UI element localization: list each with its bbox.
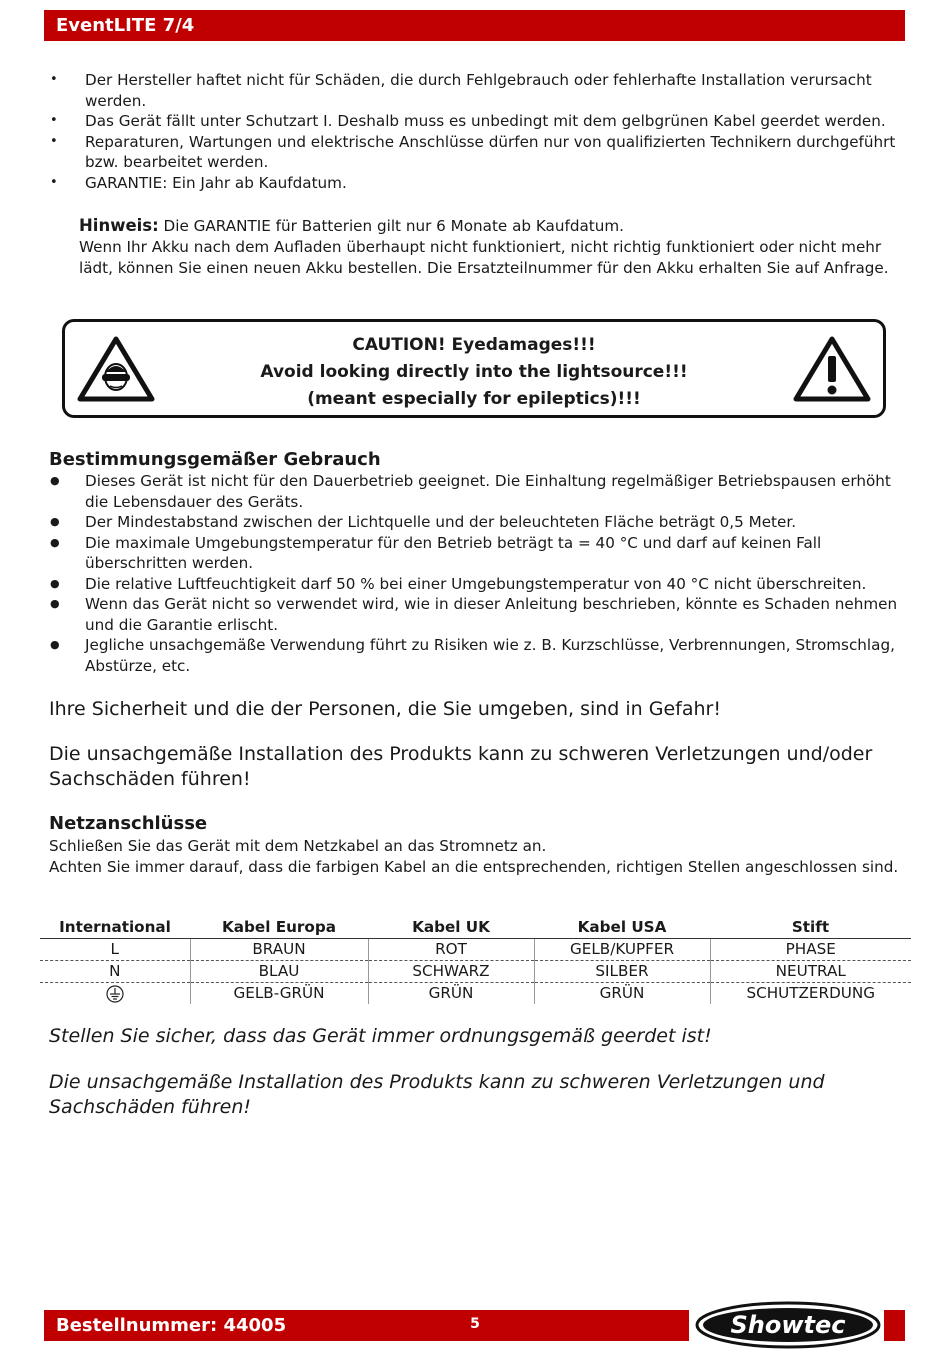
logo-text: Showtec (730, 1311, 846, 1339)
table-cell: ROT (368, 939, 534, 961)
table-cell: GELB-GRÜN (190, 983, 368, 1005)
hinweis-text: Die GARANTIE für Batterien gilt nur 6 Monate ab Kaufdatum. (158, 217, 624, 235)
table-cell: SILBER (534, 961, 710, 983)
cable-table (40, 917, 911, 1004)
table-header-cell: Kabel USA (534, 917, 710, 939)
usage-bullet-list (48, 471, 918, 676)
table-row (40, 983, 911, 1005)
safety-bullet-list (48, 70, 908, 193)
table-cell: BRAUN (190, 939, 368, 961)
akku-paragraph: Wenn Ihr Akku nach dem Aufladen überhaupt nicht funktioniert, nicht richtig funktioniert oder nicht mehr lädt, können Sie einen neuen Akku bestellen. Die Ersatzteilnummer für den Akku erhalten Sie auf Anfrage. (79, 238, 889, 277)
hinweis-label: Hinweis: (79, 216, 159, 235)
grounding-note: Stellen Sie sicher, dass das Gerät immer ordnungsgemäß geerdet ist! (49, 1025, 712, 1047)
list-item: • GARANTIE: Ein Jahr ab Kaufdatum. (48, 173, 908, 194)
table-header-cell: Stift (710, 917, 911, 939)
table-cell: N (40, 961, 190, 983)
safety-warning-1: Ihre Sicherheit und die der Personen, die Sie umgeben, sind in Gefahr! (49, 698, 721, 720)
table-cell: PHASE (710, 939, 911, 961)
table-cell: GRÜN (534, 983, 710, 1005)
netz-text-2: Achten Sie immer darauf, dass die farbigen Kabel an die entsprechenden, richtigen Stellen angeschlossen sind. (49, 857, 899, 876)
section-heading-netz: Netzanschlüsse (49, 813, 208, 834)
list-item: ● Die relative Luftfeuchtigkeit darf 50 % bei einer Umgebungstemperatur von 40 °C nicht überschreiten. (48, 574, 918, 595)
safety-warning-2: Die unsachgemäße Installation des Produkts kann zu schweren Verletzungen und/oder Sachschäden führen! (49, 743, 873, 790)
showtec-logo-icon (694, 1300, 882, 1350)
table-header-cell: Kabel Europa (190, 917, 368, 939)
table-cell: BLAU (190, 961, 368, 983)
table-cell: SCHWARZ (368, 961, 534, 983)
caution-box (62, 319, 886, 418)
table-header-row (40, 917, 911, 939)
list-item: • Das Gerät fällt unter Schutzart I. Deshalb muss es unbedingt mit dem gelbgrünen Kabel geerdet werden. (48, 111, 908, 132)
ground-symbol-icon (106, 985, 124, 1003)
table-row (40, 961, 911, 983)
list-item: ● Der Mindestabstand zwischen der Lichtquelle und der beleuchteten Fläche beträgt 0,5 Meter. (48, 512, 918, 533)
netz-paragraph (49, 836, 909, 877)
table-cell: GELB/KUPFER (534, 939, 710, 961)
list-item: • Der Hersteller haftet nicht für Schäden, die durch Fehlgebrauch oder fehlerhafte Installation verursacht werden. (48, 70, 908, 111)
list-item: ● Dieses Gerät ist nicht für den Dauerbetrieb geeignet. Die Einhaltung regelmäßiger Betriebspausen erhöht die Lebensdauer des Geräts. (48, 471, 918, 512)
table-cell: NEUTRAL (710, 961, 911, 983)
table-cell: L (40, 939, 190, 961)
caution-text (65, 332, 883, 413)
section-heading-bestimmung: Bestimmungsgemäßer Gebrauch (49, 449, 381, 470)
table-cell: SCHUTZERDUNG (710, 983, 911, 1005)
exclamation-warning-icon (793, 336, 871, 402)
list-item: • Reparaturen, Wartungen und elektrische Anschlüsse dürfen nur von qualifizierten Technikern durchgeführt bzw. bearbeitet werden. (48, 132, 908, 173)
table-cell: GRÜN (368, 983, 534, 1005)
netz-text-1: Schließen Sie das Gerät mit dem Netzkabel an das Stromnetz an. (49, 837, 547, 855)
page-number: 5 (470, 1316, 480, 1332)
header-bar (44, 10, 905, 41)
order-number: Bestellnummer: 44005 (56, 1315, 287, 1336)
list-item: ● Jegliche unsachgemäße Verwendung führt zu Risiken wie z. B. Kurzschlüsse, Verbrennungen, Stromschlag, Abstürze, etc. (48, 635, 918, 676)
table-cell (40, 983, 190, 1005)
list-item: ● Die maximale Umgebungstemperatur für den Betrieb beträgt ta = 40 °C und darf auf keinen Fall überschritten werden. (48, 533, 918, 574)
table-header-cell: International (40, 917, 190, 939)
list-item: ● Wenn das Gerät nicht so verwendet wird, wie in dieser Anleitung beschrieben, könnte es Schaden nehmen und die Garantie erlischt. (48, 594, 918, 635)
table-row (40, 939, 911, 961)
caution-line-3: (meant especially for epileptics)!!! (307, 389, 641, 409)
caution-line-2: Avoid looking directly into the lightsource!!! (260, 362, 688, 382)
table-header-cell: Kabel UK (368, 917, 534, 939)
installation-note: Die unsachgemäße Installation des Produkts kann zu schweren Verletzungen und Sachschäden führen! (49, 1071, 825, 1118)
hinweis-note (79, 216, 624, 237)
document-title: EventLITE 7/4 (56, 15, 195, 36)
caution-line-1: CAUTION! Eyedamages!!! (352, 335, 596, 355)
